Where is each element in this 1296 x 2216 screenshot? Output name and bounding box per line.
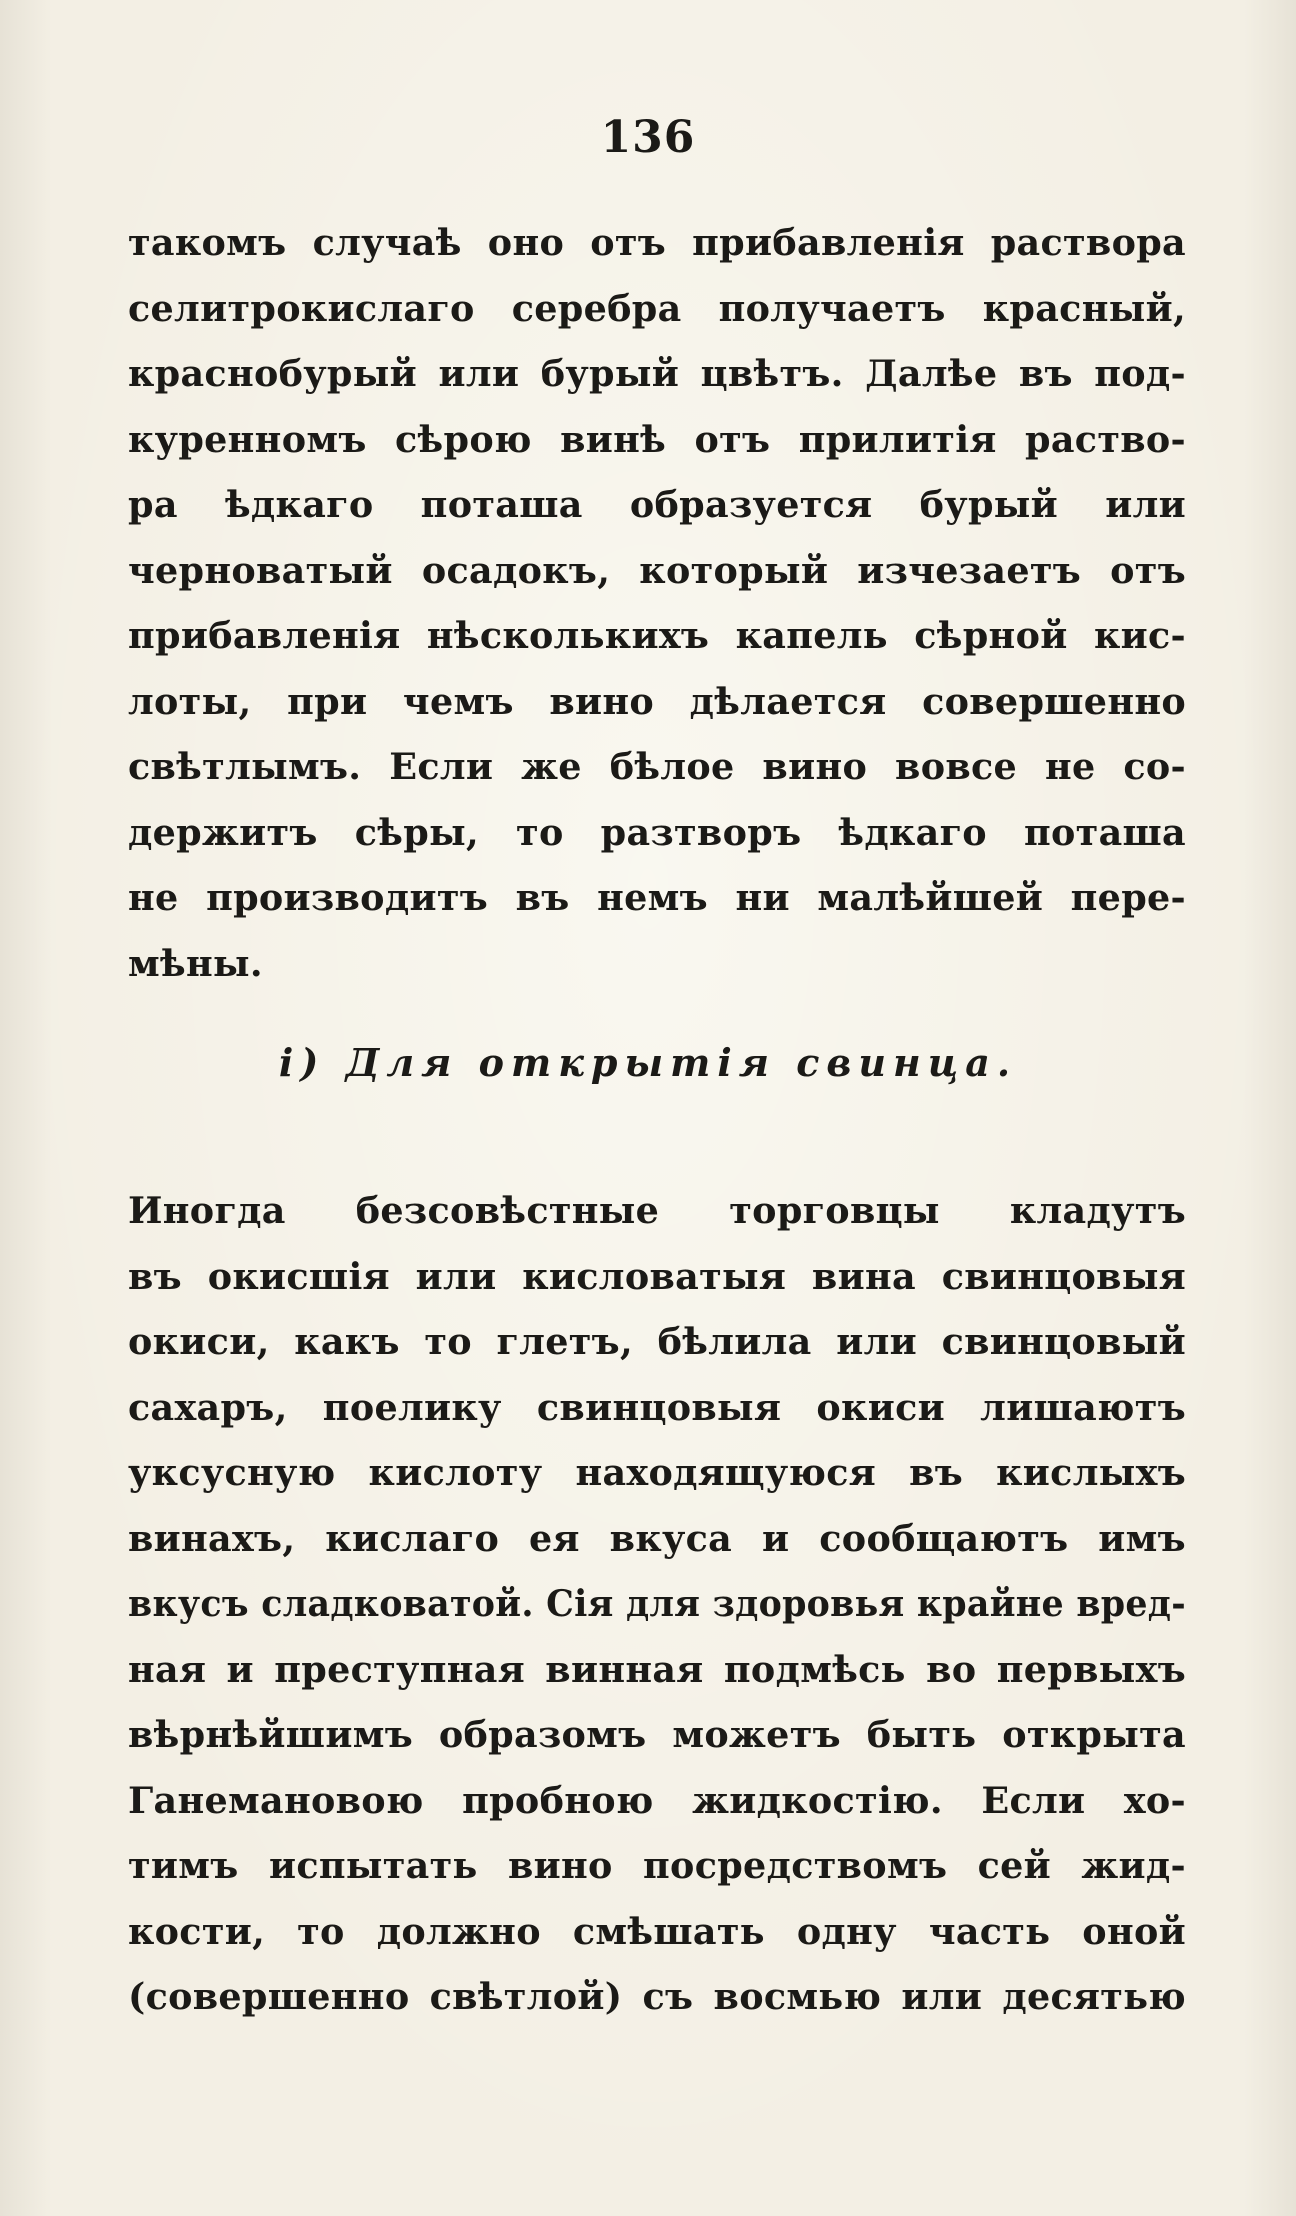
text-line: Иногда безсовѣстные торговцы кладутъ: [128, 1189, 1186, 1232]
text-line: ная и преступная винная подмѣсь во первыхъ: [128, 1647, 1186, 1691]
text-line: лоты, при чемъ вино дѣлается совершенно: [128, 679, 1186, 723]
paragraph-2: [128, 1178, 1186, 2030]
section-heading: i) Для открытія свинца.: [278, 1040, 1018, 1085]
text-line: тимъ испытать вино посредствомъ сей жид-: [128, 1844, 1186, 1887]
text-line: куренномъ сѣрою винѣ отъ прилитія раство-: [128, 417, 1186, 461]
text-line: сахаръ, поелику свинцовыя окиси лишаютъ: [128, 1385, 1186, 1429]
text-line: держитъ сѣры, то разтворъ ѣдкаго поташа: [128, 810, 1186, 854]
text-line: (совершенно свѣтлой) съ восмью или десятью: [128, 1975, 1186, 2018]
text-line: окиси, какъ то глетъ, бѣлила или свинцовый: [128, 1320, 1186, 1363]
text-line: вѣрнѣйшимъ образомъ можетъ быть открыта: [128, 1713, 1186, 1756]
text-line: винахъ, кислаго ея вкуса и сообщаютъ имъ: [128, 1516, 1186, 1560]
text-line: свѣтлымъ. Если же бѣлое вино вовсе не со-: [128, 745, 1186, 788]
text-line: краснобурый или бурый цвѣтъ. Далѣе въ под-: [128, 352, 1186, 395]
text-line: уксусную кислоту находящуюся въ кислыхъ: [128, 1451, 1186, 1494]
page-number: 136: [600, 112, 696, 163]
text-line: Ганемановою пробною жидкостію. Если хо-: [128, 1778, 1186, 1822]
text-line: ра ѣдкаго поташа образуется бурый или: [128, 483, 1186, 526]
text-line: такомъ случаѣ оно отъ прибавленія раствора: [128, 221, 1186, 264]
text-line: кости, то должно смѣшать одну часть оной: [128, 1909, 1186, 1953]
text-line: мѣны.: [128, 941, 263, 985]
text-line: прибавленія нѣсколькихъ капель сѣрной кис-: [128, 614, 1186, 657]
text-line: не производитъ въ немъ ни малѣйшей пере-: [128, 876, 1186, 919]
text-line: вкусъ сладковатой. Сія для здоровья крайне вред-: [128, 1582, 1186, 1625]
text-line: селитрокислаго серебра получаетъ красный,: [128, 286, 1186, 330]
text-line: черноватый осадокъ, который изчезаетъ отъ: [128, 548, 1186, 592]
paragraph-1: [128, 210, 1186, 996]
text-line: въ окисшія или кисловатыя вина свинцовыя: [128, 1254, 1186, 1298]
